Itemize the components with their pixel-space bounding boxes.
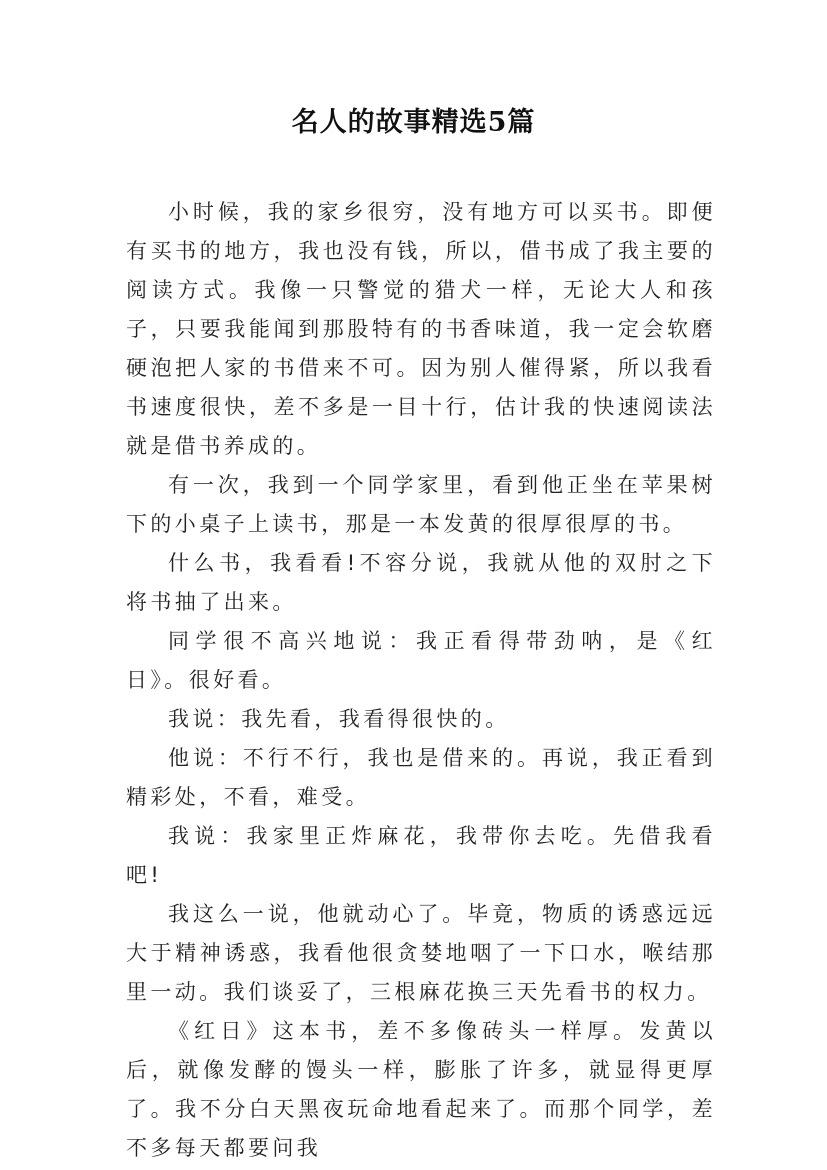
paragraph: 他说：不行不行，我也是借来的。再说，我正看到精彩处，不看，难受。 (126, 746, 716, 809)
paragraph: 同学很不高兴地说：我正看得带劲呐，是《红日》。很好看。 (126, 629, 716, 692)
paragraph: 我这么一说，他就动心了。毕竟，物质的诱惑远远大于精神诱惑，我看他很贪婪地咽了一下口水，喉结那里一动。我们谈妥了，三根麻花换三天先看书的权力。 (126, 902, 716, 1004)
paragraph: 我说：我家里正炸麻花，我带你去吃。先借我看吧! (126, 824, 716, 887)
document-body (126, 193, 716, 1168)
document-title: 名人的故事精选5篇 (291, 107, 536, 138)
paragraph: 什么书，我看看!不容分说，我就从他的双肘之下将书抽了出来。 (126, 551, 716, 614)
paragraph: 我说：我先看，我看得很快的。 (168, 707, 510, 731)
paragraph: 有一次，我到一个同学家里，看到他正坐在苹果树下的小桌子上读书，那是一本发黄的很厚很厚的书。 (126, 473, 716, 536)
paragraph: 小时候，我的家乡很穷，没有地方可以买书。即便有买书的地方，我也没有钱，所以，借书成了我主要的阅读方式。我像一只警觉的猎犬一样，无论大人和孩子，只要我能闻到那股特有的书香味道，我一定会软磨硬泡把人家的书借来不可。因为别人催得紧，所以我看书速度很快，差不多是一目十行，估计我的快速阅读法就是借书养成的。 (126, 200, 716, 458)
paragraph: 《红日》这本书，差不多像砖头一样厚。发黄以后，就像发酵的馒头一样，膨胀了许多，就显得更厚了。我不分白天黑夜玩命地看起来了。而那个同学，差不多每天都要问我 (126, 1019, 716, 1160)
